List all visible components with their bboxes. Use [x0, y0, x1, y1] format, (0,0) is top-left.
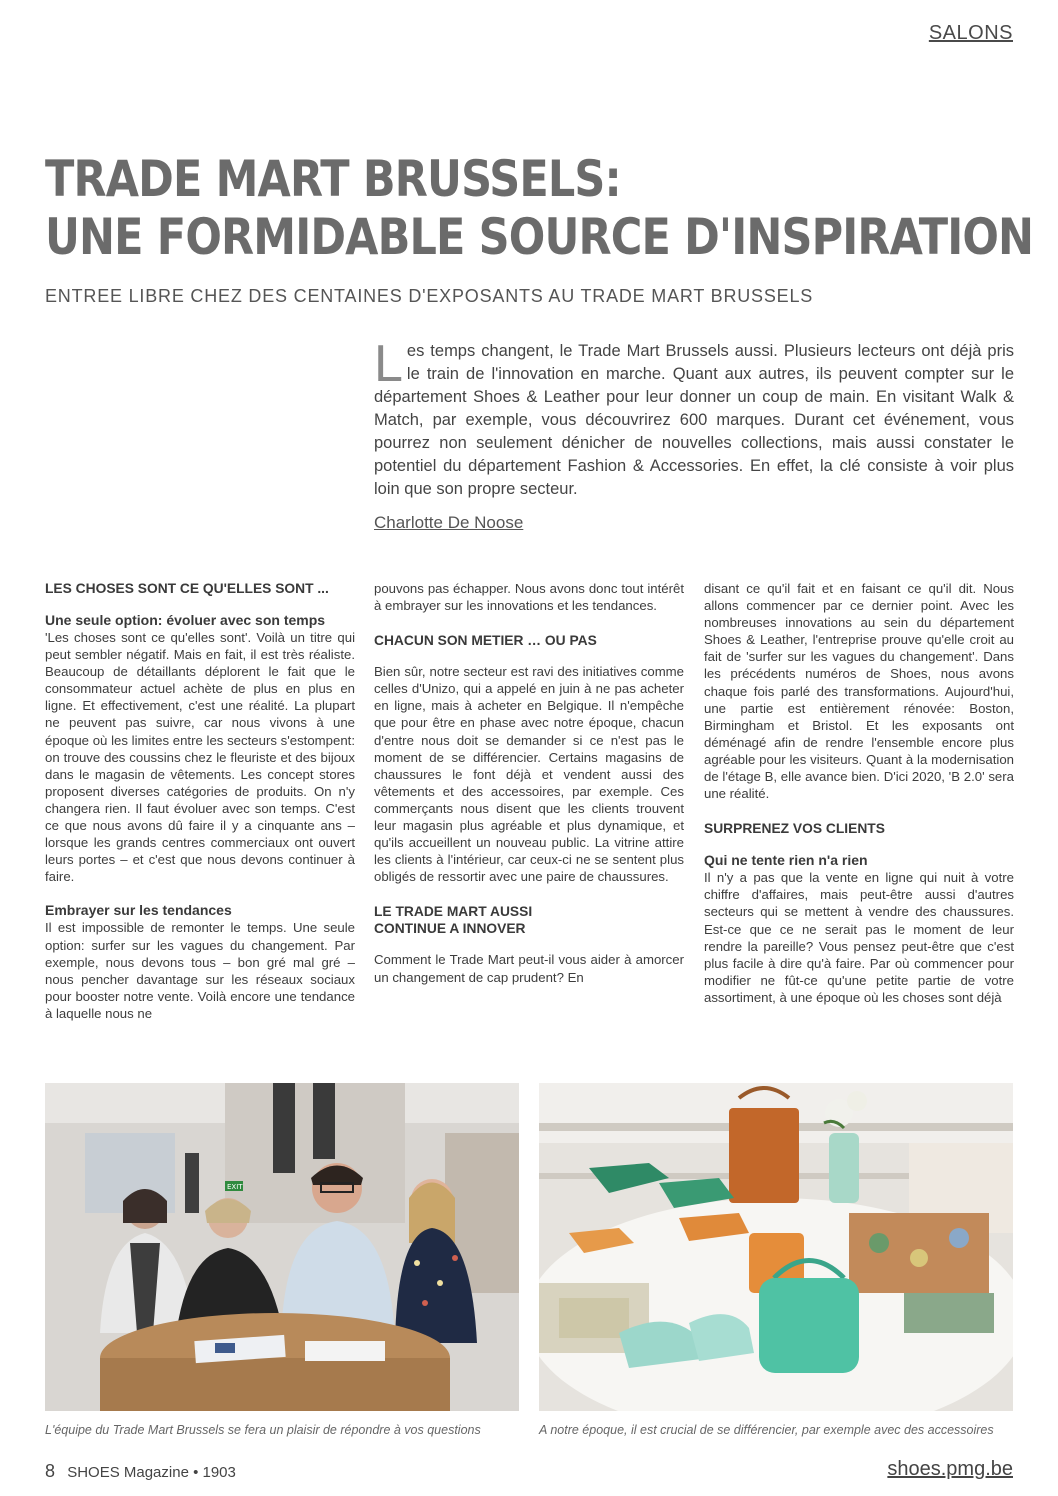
- author-byline: Charlotte De Noose: [374, 513, 524, 532]
- photo-caption-2: A notre époque, il est crucial de se différencier, par exemple avec des accessoires: [539, 1423, 994, 1437]
- title-line-2: UNE FORMIDABLE SOURCE D'INSPIRATION: [45, 208, 1034, 266]
- body-paragraph: Il n'y a pas que la vente en ligne qui nuit à votre chiffre d'affaires, mais peut-être aussi d'autres secteurs qui se mettent à vendre des chaussures. Est-ce que ce ne serait pas le moment de leur rendre la pareille? Vous pensez peut-être que c'est plus facile à dire qu'à faire. Par où commencer pour modifier ne fût-ce qu'une petite partie de votre assortiment, à une époque où les choses sont déjà: [704, 870, 1014, 1005]
- drop-cap: L: [374, 335, 403, 393]
- lead-paragraph: [374, 335, 1014, 501]
- body-paragraph: Il est impossible de remonter le temps. Une seule option: surfer sur les vagues du changement. Par exemple, nous devons tous – bon gré mal gré – nous pencher davantage sur les réseaux sociaux pour booster notre vente. Voilà encore une tendance à laquelle nous ne: [45, 920, 355, 1021]
- column-1: [45, 580, 355, 1066]
- website-link[interactable]: shoes.pmg.be: [887, 1458, 1013, 1480]
- accessories-photo-illustration: [539, 1083, 1013, 1411]
- page-number: 8: [45, 1461, 56, 1481]
- article-subtitle: ENTREE LIBRE CHEZ DES CENTAINES D'EXPOSANTS AU TRADE MART BRUSSELS: [45, 286, 814, 306]
- footer-issue: [45, 1461, 236, 1482]
- title-line-1: TRADE MART BRUSSELS:: [45, 150, 621, 208]
- body-paragraph: disant ce qu'il fait et en faisant ce qu'il dit. Nous allons commencer par ce dernier point. Avec les nombreuses innovations au sein du département Shoes & Leather, l'entreprise prouve qu'elle croit au fait de 'surfer sur les vagues du changement'. Dans les précédents numéros de Shoes, nous avons chaque fois parlé des transformations. Aujourd'hui, une partie est entièrement rénovée: Boston, Birmingham et Bristol. Et les exposants ont déménagé afin de rendre l'ensemble encore plus agréable pour les visiteurs. Quant à la modernisation de l'étage B, elle avance bien. D'ici 2020, 'B 2.0' sera une réalité.: [704, 581, 1014, 802]
- column-subheading: Embrayer sur les tendances: [45, 902, 232, 919]
- column-heading: [374, 903, 684, 937]
- section-label: SALONS: [928, 22, 1013, 44]
- exit-sign: EXIT: [227, 1183, 243, 1191]
- team-photo: [45, 1083, 519, 1411]
- body-paragraph: pouvons pas échapper. Nous avons donc tout intérêt à embrayer sur les innovations et les tendances.: [374, 581, 684, 614]
- accessories-photo: [539, 1083, 1013, 1411]
- column-heading: CHACUN SON METIER … OU PAS: [374, 633, 597, 649]
- article-title: [45, 150, 1034, 266]
- heading-line: LE TRADE MART AUSSI: [374, 904, 533, 920]
- body-paragraph: 'Les choses sont ce qu'elles sont'. Voilà un titre qui peut sembler négatif. Mais en fait, il est très réaliste. Beaucoup de détaillants déplorent le fait que le consommateur actuel achète de plus en plus en ligne. Et effectivement, c'est une réalité. La plupart ne peuvent pas suivre, car nous vivons à une époque où les limites entre les secteurs s'estompent: on trouve des coussins chez le fleuriste et des bijoux dans le magasin de vêtements. Les concept stores proposent diverses catégories de produits. On n'y changera rien. Il faut évoluer avec son temps. C'est ce que nous avons dû faire il y a cinquante ans – lorsque les grands centres commerciaux ont ouvert leurs portes – et c'est que nous devons continuer à faire.: [45, 630, 355, 885]
- column-heading: LES CHOSES SONT CE QU'ELLES SONT ...: [45, 581, 329, 596]
- body-paragraph: Bien sûr, notre secteur est ravi des initiatives comme celles d'Unizo, qui a appelé en juin à ne pas acheter en ligne, mais à acheter en Belgique. Il n'empêche que pour être en phase avec notre époque, chacun d'entre nous doit se demander si ce n'est pas le moment de se différencier. Certains magasins de chaussures le font déjà et vendent aussi des vêtements et des accessoires, par exemple. Ces commerçants nous disent que les clients trouvent leur magasin plus agréable et plus dynamique, et qu'ils accueillent un nouveau public. La vitrine attire les clients à l'intérieur, car ceux-ci ne se sentent plus obligés de ressortir avec une paire de chaussures.: [374, 664, 684, 885]
- lead-text: es temps changent, le Trade Mart Brussels aussi. Plusieurs lecteurs ont déjà pris le train de l'innovation en marche. Quant aux autres, ils peuvent compter sur le département Shoes & Leather pour leur donner un coup de main. En visitant Walk & Match, par exemple, vous découvrirez 600 marques. Durant cet événement, vous pourrez non seulement dénicher de nouvelles collections, mais aussi constater le potentiel du département Fashion & Accessories. En effet, la clé consiste à voir plus loin que son propre secteur.: [374, 342, 1014, 498]
- column-3: [704, 580, 1014, 1066]
- column-heading: SURPRENEZ VOS CLIENTS: [704, 821, 885, 837]
- heading-line: CONTINUE A INNOVER: [374, 921, 526, 937]
- team-photo-illustration: [45, 1083, 519, 1411]
- body-paragraph: Comment le Trade Mart peut-il vous aider à amorcer un changement de cap prudent? En: [374, 952, 684, 985]
- column-2: [374, 580, 684, 1066]
- photo-caption-1: L'équipe du Trade Mart Brussels se fera un plaisir de répondre à vos questions: [45, 1423, 481, 1437]
- column-subheading: Une seule option: évoluer avec son temps: [45, 612, 326, 628]
- magazine-name: SHOES Magazine • 1903: [67, 1464, 236, 1481]
- column-subheading: Qui ne tente rien n'a rien: [704, 852, 868, 869]
